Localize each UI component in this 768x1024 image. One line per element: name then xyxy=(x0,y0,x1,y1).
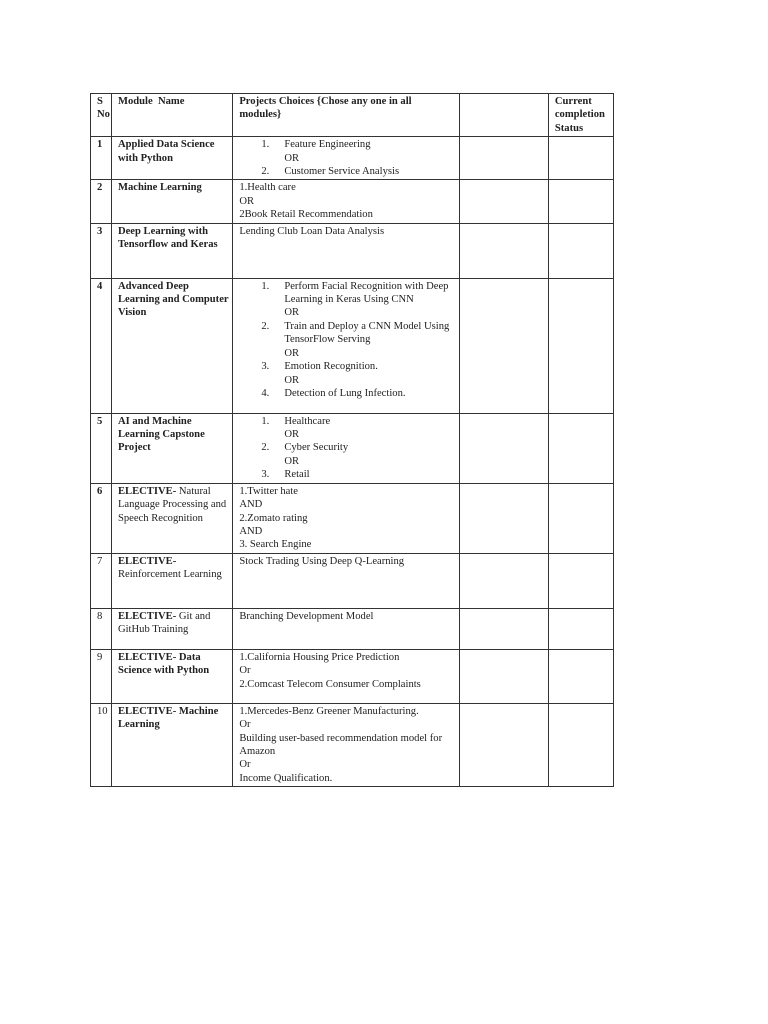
row-sno: 9 xyxy=(91,649,112,703)
project-choice-line: 2.Comcast Telecom Consumer Complaints xyxy=(239,678,421,690)
project-choice-line: Branching Development Model xyxy=(239,610,374,622)
row-project-choices xyxy=(233,608,459,649)
header-row xyxy=(91,94,614,137)
row-completion-status xyxy=(548,483,613,553)
project-choice-line: AND xyxy=(239,525,263,537)
project-choice-line: OR xyxy=(239,195,255,207)
project-choice-line: 1.Mercedes-Benz Greener Manufacturing. xyxy=(239,705,419,717)
module-name-bold: ELECTIVE- xyxy=(117,610,177,622)
row-project-choices xyxy=(233,278,459,413)
project-choice-item xyxy=(239,468,455,481)
row-project-choices xyxy=(233,483,459,553)
table-row xyxy=(91,703,614,786)
project-choice-item xyxy=(239,165,455,178)
row-completion-status xyxy=(548,413,613,483)
project-choice-line: Or xyxy=(239,665,251,677)
choice-separator: OR xyxy=(284,455,300,467)
project-choice-item xyxy=(239,415,455,442)
project-choice-line: Or xyxy=(239,759,251,771)
module-name-rest: Reinforcement Learning xyxy=(117,569,222,581)
list-marker: 1. xyxy=(261,139,270,151)
row-blank-cell xyxy=(459,137,548,180)
row-blank-cell xyxy=(459,278,548,413)
row-sno: 2 xyxy=(91,180,112,223)
module-name-bold: Applied Data Science with Python xyxy=(117,139,215,164)
list-marker: 2. xyxy=(261,442,270,454)
list-marker: 2. xyxy=(261,320,270,332)
module-name-bold: Deep Learning with Tensorflow and Keras xyxy=(117,225,218,251)
row-project-choices xyxy=(233,180,459,223)
row-completion-status xyxy=(548,649,613,703)
table-row xyxy=(91,483,614,553)
list-marker: 4. xyxy=(261,387,270,399)
header-blank xyxy=(459,94,548,137)
module-name-bold: ELECTIVE- Machine Learning xyxy=(117,705,219,731)
row-project-choices xyxy=(233,649,459,703)
row-module-name xyxy=(111,413,232,483)
row-sno: 8 xyxy=(91,608,112,649)
row-sno: 7 xyxy=(91,553,112,608)
row-module-name xyxy=(111,649,232,703)
project-choice-item xyxy=(239,138,455,165)
table-row xyxy=(91,137,614,180)
row-blank-cell xyxy=(459,483,548,553)
table-row xyxy=(91,553,614,608)
row-module-name xyxy=(111,137,232,180)
header-completion-status: Current completion Status xyxy=(548,94,613,137)
project-choice-text: Retail xyxy=(284,469,310,481)
header-sno: S No xyxy=(91,94,112,137)
row-module-name xyxy=(111,483,232,553)
row-project-choices xyxy=(233,137,459,180)
module-name-bold: ELECTIVE- Data Science with Python xyxy=(117,651,210,677)
row-sno: 5 xyxy=(91,413,112,483)
module-name-bold: Machine Learning xyxy=(117,182,202,194)
row-blank-cell xyxy=(459,223,548,278)
project-choice-item xyxy=(239,387,455,400)
project-choice-line: 3. Search Engine xyxy=(239,539,312,551)
modules-table xyxy=(90,93,614,787)
row-module-name xyxy=(111,553,232,608)
row-blank-cell xyxy=(459,180,548,223)
module-name-rest: Natural Language Processing and Speech Recognition xyxy=(117,485,227,524)
project-choice-item xyxy=(239,360,455,387)
choice-separator: OR xyxy=(284,429,300,441)
project-choice-line: 1.Twitter hate xyxy=(239,485,298,497)
project-choice-text: Feature Engineering xyxy=(284,139,371,151)
list-marker: 3. xyxy=(261,469,270,481)
project-choice-item xyxy=(239,320,455,360)
table-row xyxy=(91,180,614,223)
choice-separator: OR xyxy=(284,152,300,164)
row-completion-status xyxy=(548,703,613,786)
project-choice-line: Lending Club Loan Data Analysis xyxy=(239,225,385,237)
project-choice-item xyxy=(239,441,455,468)
table-row xyxy=(91,649,614,703)
row-completion-status xyxy=(548,278,613,413)
header-module-name: Module Name xyxy=(111,94,232,137)
project-choice-line: 2.Zomato rating xyxy=(239,512,308,524)
project-choice-text: Emotion Recognition. xyxy=(284,361,378,373)
project-choice-text: Perform Facial Recognition with Deep Learning in Keras Using CNN xyxy=(284,280,449,306)
project-choice-line: AND xyxy=(239,499,263,511)
project-choice-line: 2Book Retail Recommendation xyxy=(239,209,373,221)
row-completion-status xyxy=(548,608,613,649)
choice-separator: OR xyxy=(284,374,300,386)
project-choice-line: Income Qualification. xyxy=(239,772,333,784)
module-name-bold: Advanced Deep Learning and Computer Vision xyxy=(117,280,229,319)
table-row xyxy=(91,413,614,483)
row-completion-status xyxy=(548,180,613,223)
row-completion-status xyxy=(548,223,613,278)
module-name-rest: Git and GitHub Training xyxy=(117,610,211,636)
row-project-choices xyxy=(233,223,459,278)
row-sno: 10 xyxy=(91,703,112,786)
row-completion-status xyxy=(548,553,613,608)
row-sno: 1 xyxy=(91,137,112,180)
row-module-name xyxy=(111,608,232,649)
header-project-choices: Projects Choices {Chose any one in all modules} xyxy=(233,94,459,137)
list-marker: 1. xyxy=(261,280,270,292)
choice-separator: OR xyxy=(284,347,300,359)
row-sno: 3 xyxy=(91,223,112,278)
choice-separator: OR xyxy=(284,307,300,319)
project-choice-text: Detection of Lung Infection. xyxy=(284,387,406,399)
row-completion-status xyxy=(548,137,613,180)
row-module-name xyxy=(111,180,232,223)
list-marker: 1. xyxy=(261,415,270,427)
project-choice-text: Train and Deploy a CNN Model Using TensorFlow Serving xyxy=(284,320,450,346)
table-row xyxy=(91,608,614,649)
list-marker: 2. xyxy=(261,166,270,178)
project-choice-text: Customer Service Analysis xyxy=(284,166,400,178)
module-name-bold: ELECTIVE- xyxy=(117,485,177,497)
project-choice-item xyxy=(239,280,455,320)
project-choice-list xyxy=(239,280,455,401)
project-choice-line: Or xyxy=(239,719,251,731)
module-name-bold: AI and Machine Learning Capstone Project xyxy=(117,415,205,454)
project-choice-line: 1.California Housing Price Prediction xyxy=(239,651,400,663)
row-project-choices xyxy=(233,413,459,483)
list-marker: 3. xyxy=(261,361,270,373)
project-choice-list xyxy=(239,415,455,482)
project-choice-list xyxy=(239,138,455,178)
row-project-choices xyxy=(233,703,459,786)
project-choice-text: Cyber Security xyxy=(284,442,349,454)
row-blank-cell xyxy=(459,649,548,703)
row-project-choices xyxy=(233,553,459,608)
row-sno: 4 xyxy=(91,278,112,413)
project-choice-line: 1.Health care xyxy=(239,182,296,194)
row-module-name xyxy=(111,223,232,278)
table-row xyxy=(91,223,614,278)
module-name-bold: ELECTIVE- xyxy=(117,555,177,567)
table-row xyxy=(91,278,614,413)
project-choice-line: Building user-based recommendation model for Amazon xyxy=(239,732,443,757)
row-module-name xyxy=(111,278,232,413)
project-choice-line: Stock Trading Using Deep Q-Learning xyxy=(239,555,405,567)
project-choice-text: Healthcare xyxy=(284,415,331,427)
row-sno: 6 xyxy=(91,483,112,553)
row-blank-cell xyxy=(459,608,548,649)
row-blank-cell xyxy=(459,413,548,483)
row-module-name xyxy=(111,703,232,786)
row-blank-cell xyxy=(459,703,548,786)
row-blank-cell xyxy=(459,553,548,608)
